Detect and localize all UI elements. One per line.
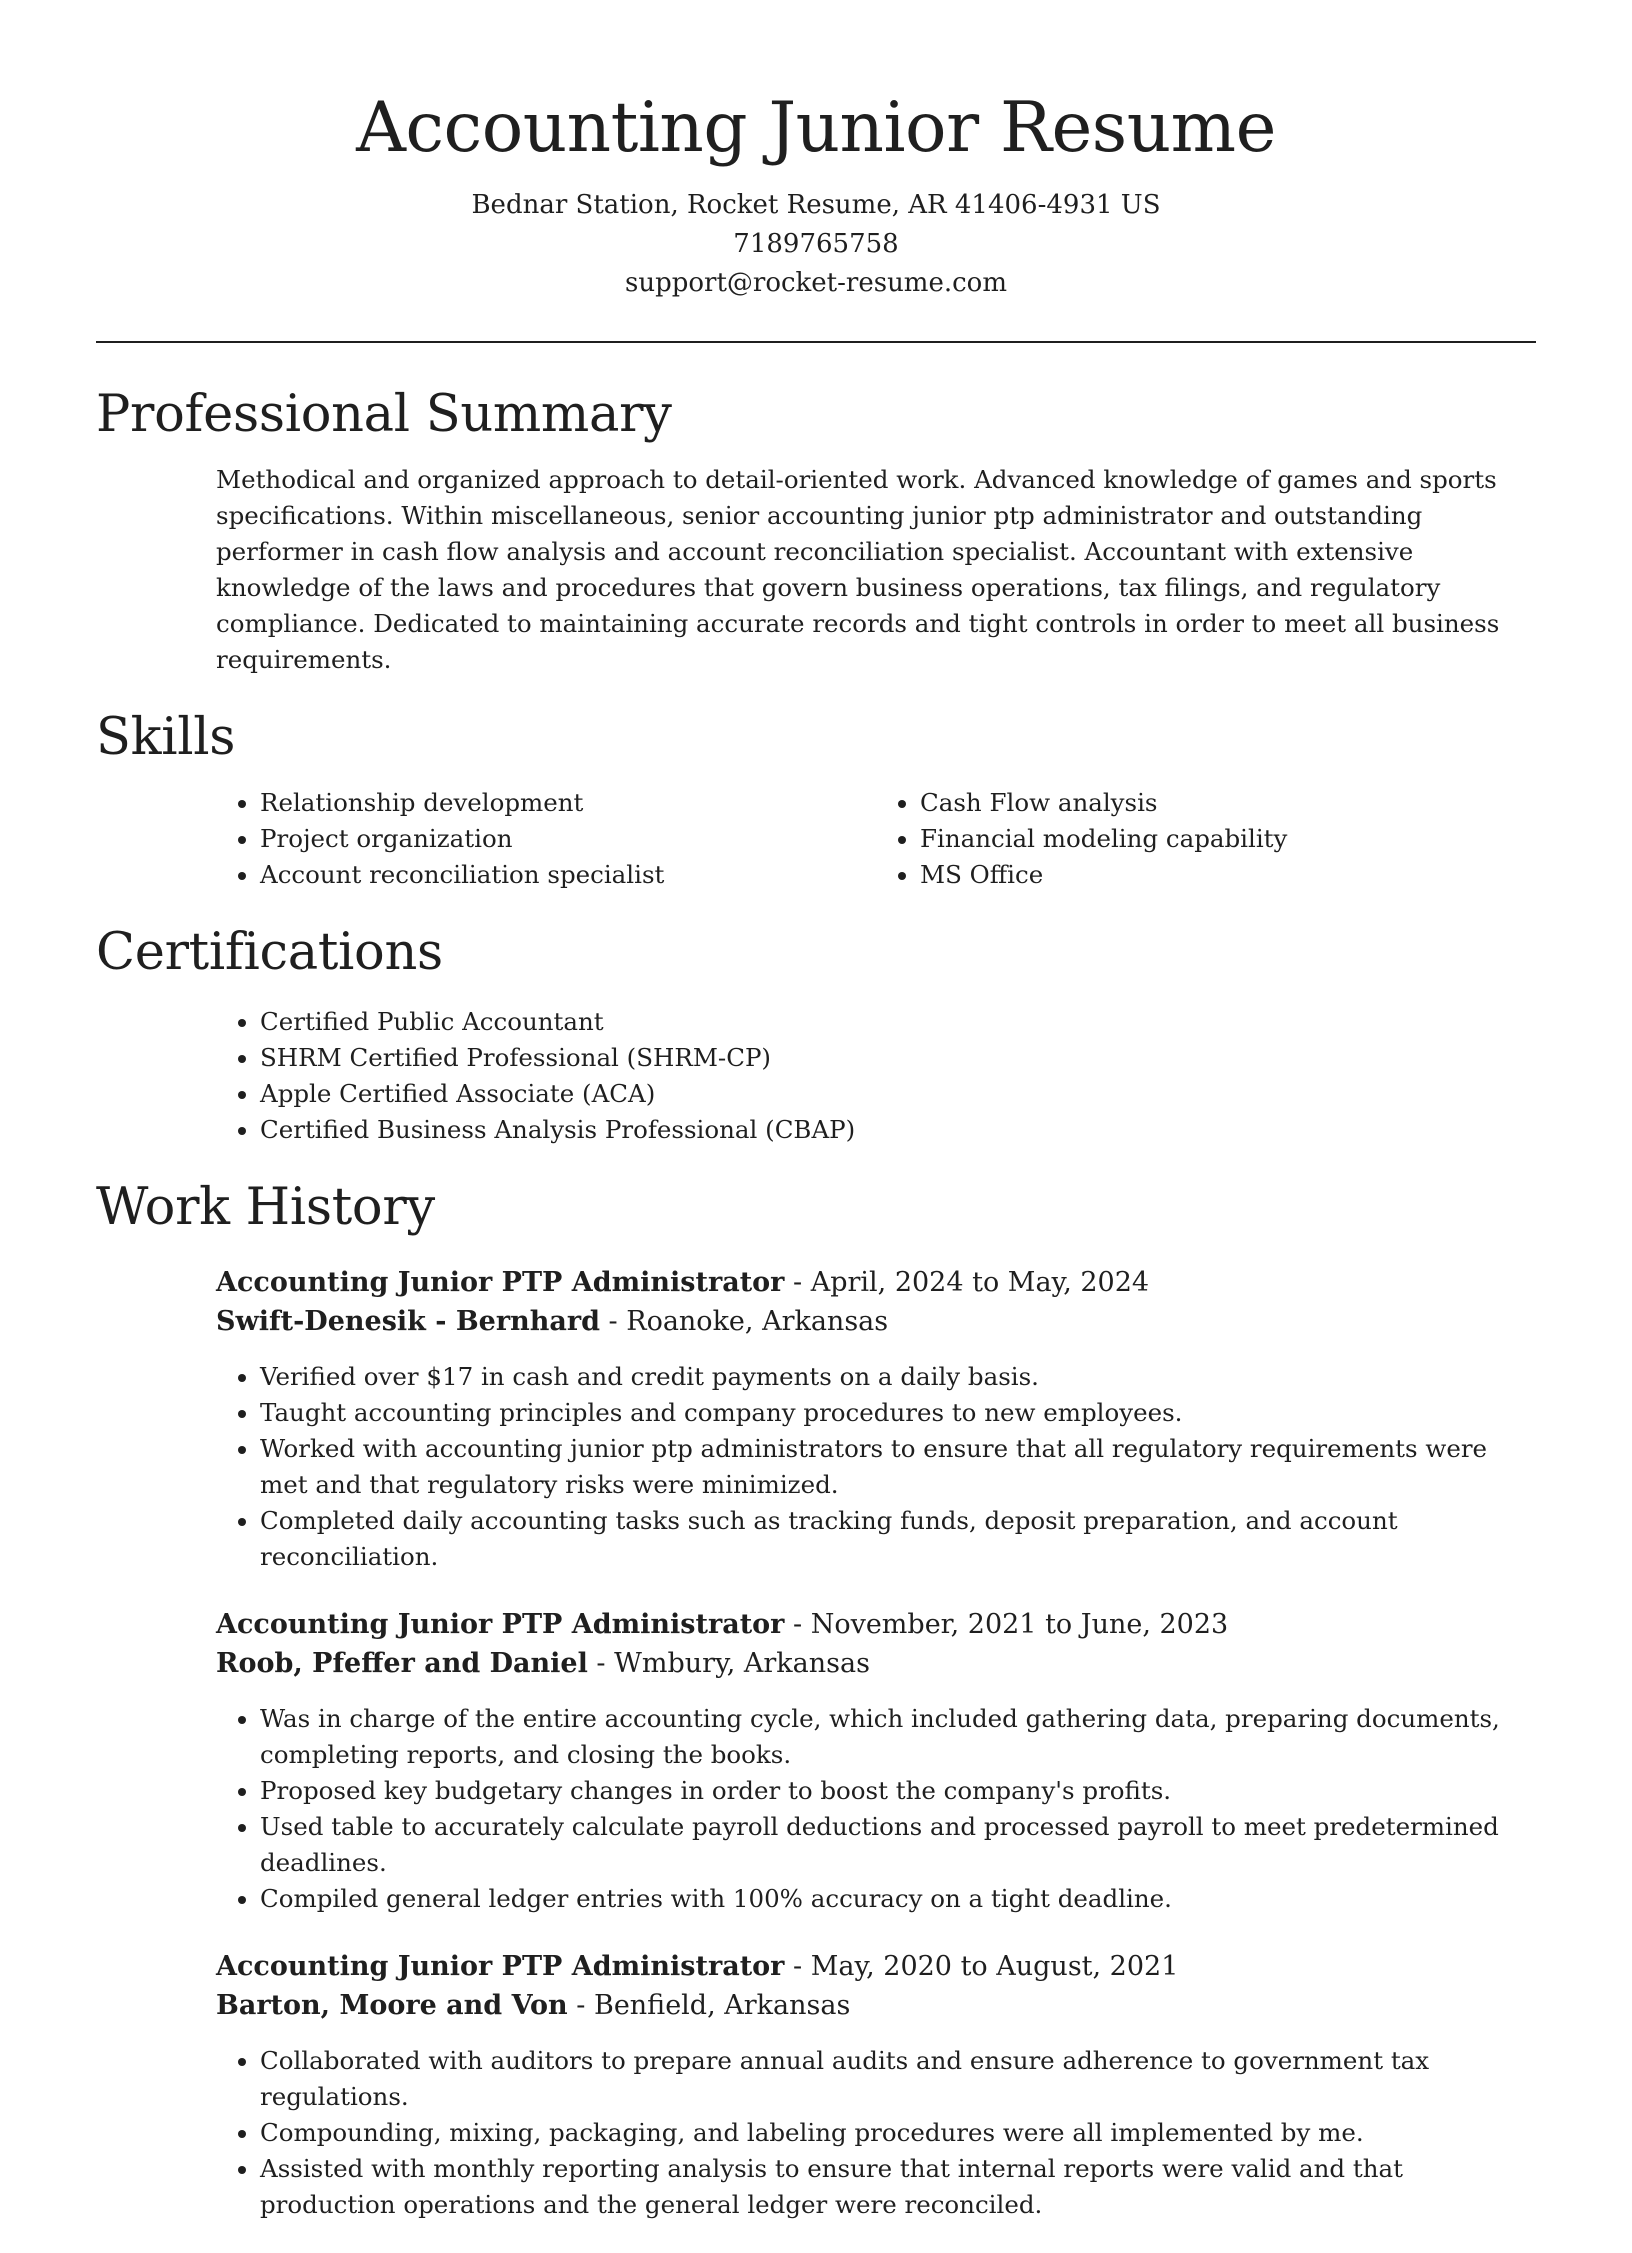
skill-item: • Relationship development xyxy=(260,785,876,821)
summary-heading: Professional Summary xyxy=(96,385,672,444)
job-bullets xyxy=(216,1701,1536,1917)
job-location: - Roanoke, Arkansas xyxy=(599,1306,889,1337)
job-bullet: • Collaborated with auditors to prepare annual audits and ensure adherence to government tax regulations. xyxy=(260,2043,1536,2115)
job-bullet: • Compounding, mixing, packaging, and labeling procedures were all implemented by me. xyxy=(260,2115,1536,2151)
skill-item: • Project organization xyxy=(260,821,876,857)
job-location: - Benfield, Arkansas xyxy=(567,1990,851,2021)
job-title-line xyxy=(216,1947,1536,1986)
job-dates: - May, 2020 to August, 2021 xyxy=(784,1951,1179,1982)
job-dates: - April, 2024 to May, 2024 xyxy=(784,1267,1150,1298)
summary-text: Methodical and organized approach to detail-oriented work. Advanced knowledge of games and sports specifications. Within miscellaneous, senior accounting junior ptp administrator and outstanding performer in cash flow analysis and account reconciliation specialist. Accountant with extensive knowledge of the laws and procedures that govern business operations, tax filings, and regulatory compliance. Dedicated to maintaining accurate records and tight controls in order to meet all business requirements. xyxy=(216,465,1500,674)
resume-body xyxy=(96,380,1536,2253)
job-bullet: • Was in charge of the entire accounting cycle, which included gathering data, preparing documents, completing reports, and closing the books. xyxy=(260,1701,1536,1773)
resume-title: Accounting Junior Resume xyxy=(356,88,1276,168)
job-company-line xyxy=(216,1986,1536,2025)
job-bullets xyxy=(216,1359,1536,1575)
work-history-section xyxy=(96,1173,1536,2223)
skills-right-list xyxy=(876,785,1536,893)
job-bullet: • Completed daily accounting tasks such as tracking funds, deposit preparation, and account reconciliation. xyxy=(260,1503,1536,1575)
certifications-list xyxy=(216,1004,1536,1148)
job-company-line xyxy=(216,1302,1536,1341)
job-role: Accounting Junior PTP Administrator xyxy=(216,1267,785,1298)
job-bullet: • Worked with accounting junior ptp administrators to ensure that all regulatory requirements were met and that regulatory risks were minimized. xyxy=(260,1431,1536,1503)
job-dates: - November, 2021 to June, 2023 xyxy=(784,1609,1229,1640)
certifications-heading: Certifications xyxy=(96,923,443,982)
skills-columns xyxy=(216,785,1536,893)
skill-item: • MS Office xyxy=(920,857,1536,893)
job-title-line xyxy=(216,1605,1536,1644)
job-bullet: • Taught accounting principles and company procedures to new employees. xyxy=(260,1395,1536,1431)
job-role: Accounting Junior PTP Administrator xyxy=(216,1951,785,1982)
skill-item: • Financial modeling capability xyxy=(920,821,1536,857)
certifications-section xyxy=(96,918,1536,1148)
skill-item: • Cash Flow analysis xyxy=(920,785,1536,821)
certification-item: • Certified Public Accountant xyxy=(260,1004,1536,1040)
job-role: Accounting Junior PTP Administrator xyxy=(216,1609,785,1640)
contact-email: support@rocket-resume.com xyxy=(624,268,1007,298)
contact-block xyxy=(0,186,1632,303)
skills-heading: Skills xyxy=(96,708,236,767)
job-location: - Wmbury, Arkansas xyxy=(587,1648,870,1679)
contact-address: Bednar Station, Rocket Resume, AR 41406-4931 US xyxy=(471,190,1161,220)
job-company: Roob, Pfeffer and Daniel xyxy=(216,1648,588,1679)
header-divider xyxy=(96,341,1536,343)
skills-left-list xyxy=(216,785,876,893)
job-bullet: • Compiled general ledger entries with 100% accuracy on a tight deadline. xyxy=(260,1881,1536,1917)
job-bullet: • Proposed key budgetary changes in order to boost the company's profits. xyxy=(260,1773,1536,1809)
job-entry xyxy=(216,1947,1536,2223)
summary-section xyxy=(96,380,1536,678)
certification-item: • Apple Certified Associate (ACA) xyxy=(260,1076,1536,1112)
job-bullet: • Assisted with monthly reporting analysis to ensure that internal reports were valid and that production operations and the general ledger were reconciled. xyxy=(260,2151,1536,2223)
job-company-line xyxy=(216,1644,1536,1683)
job-company: Swift-Denesik - Bernhard xyxy=(216,1306,600,1337)
skills-section xyxy=(96,703,1536,893)
contact-phone: 7189765758 xyxy=(733,229,899,259)
job-title-line xyxy=(216,1263,1536,1302)
certification-item: • Certified Business Analysis Professional (CBAP) xyxy=(260,1112,1536,1148)
resume-header xyxy=(0,0,1632,303)
skill-item: • Account reconciliation specialist xyxy=(260,857,876,893)
work-history-heading: Work History xyxy=(96,1178,435,1237)
job-bullet: • Used table to accurately calculate payroll deductions and processed payroll to meet predetermined deadlines. xyxy=(260,1809,1536,1881)
job-entry xyxy=(216,1605,1536,1917)
certification-item: • SHRM Certified Professional (SHRM-CP) xyxy=(260,1040,1536,1076)
job-bullets xyxy=(216,2043,1536,2223)
job-bullet: • Verified over $17 in cash and credit payments on a daily basis. xyxy=(260,1359,1536,1395)
job-entry xyxy=(216,1263,1536,1575)
job-company: Barton, Moore and Von xyxy=(216,1990,568,2021)
